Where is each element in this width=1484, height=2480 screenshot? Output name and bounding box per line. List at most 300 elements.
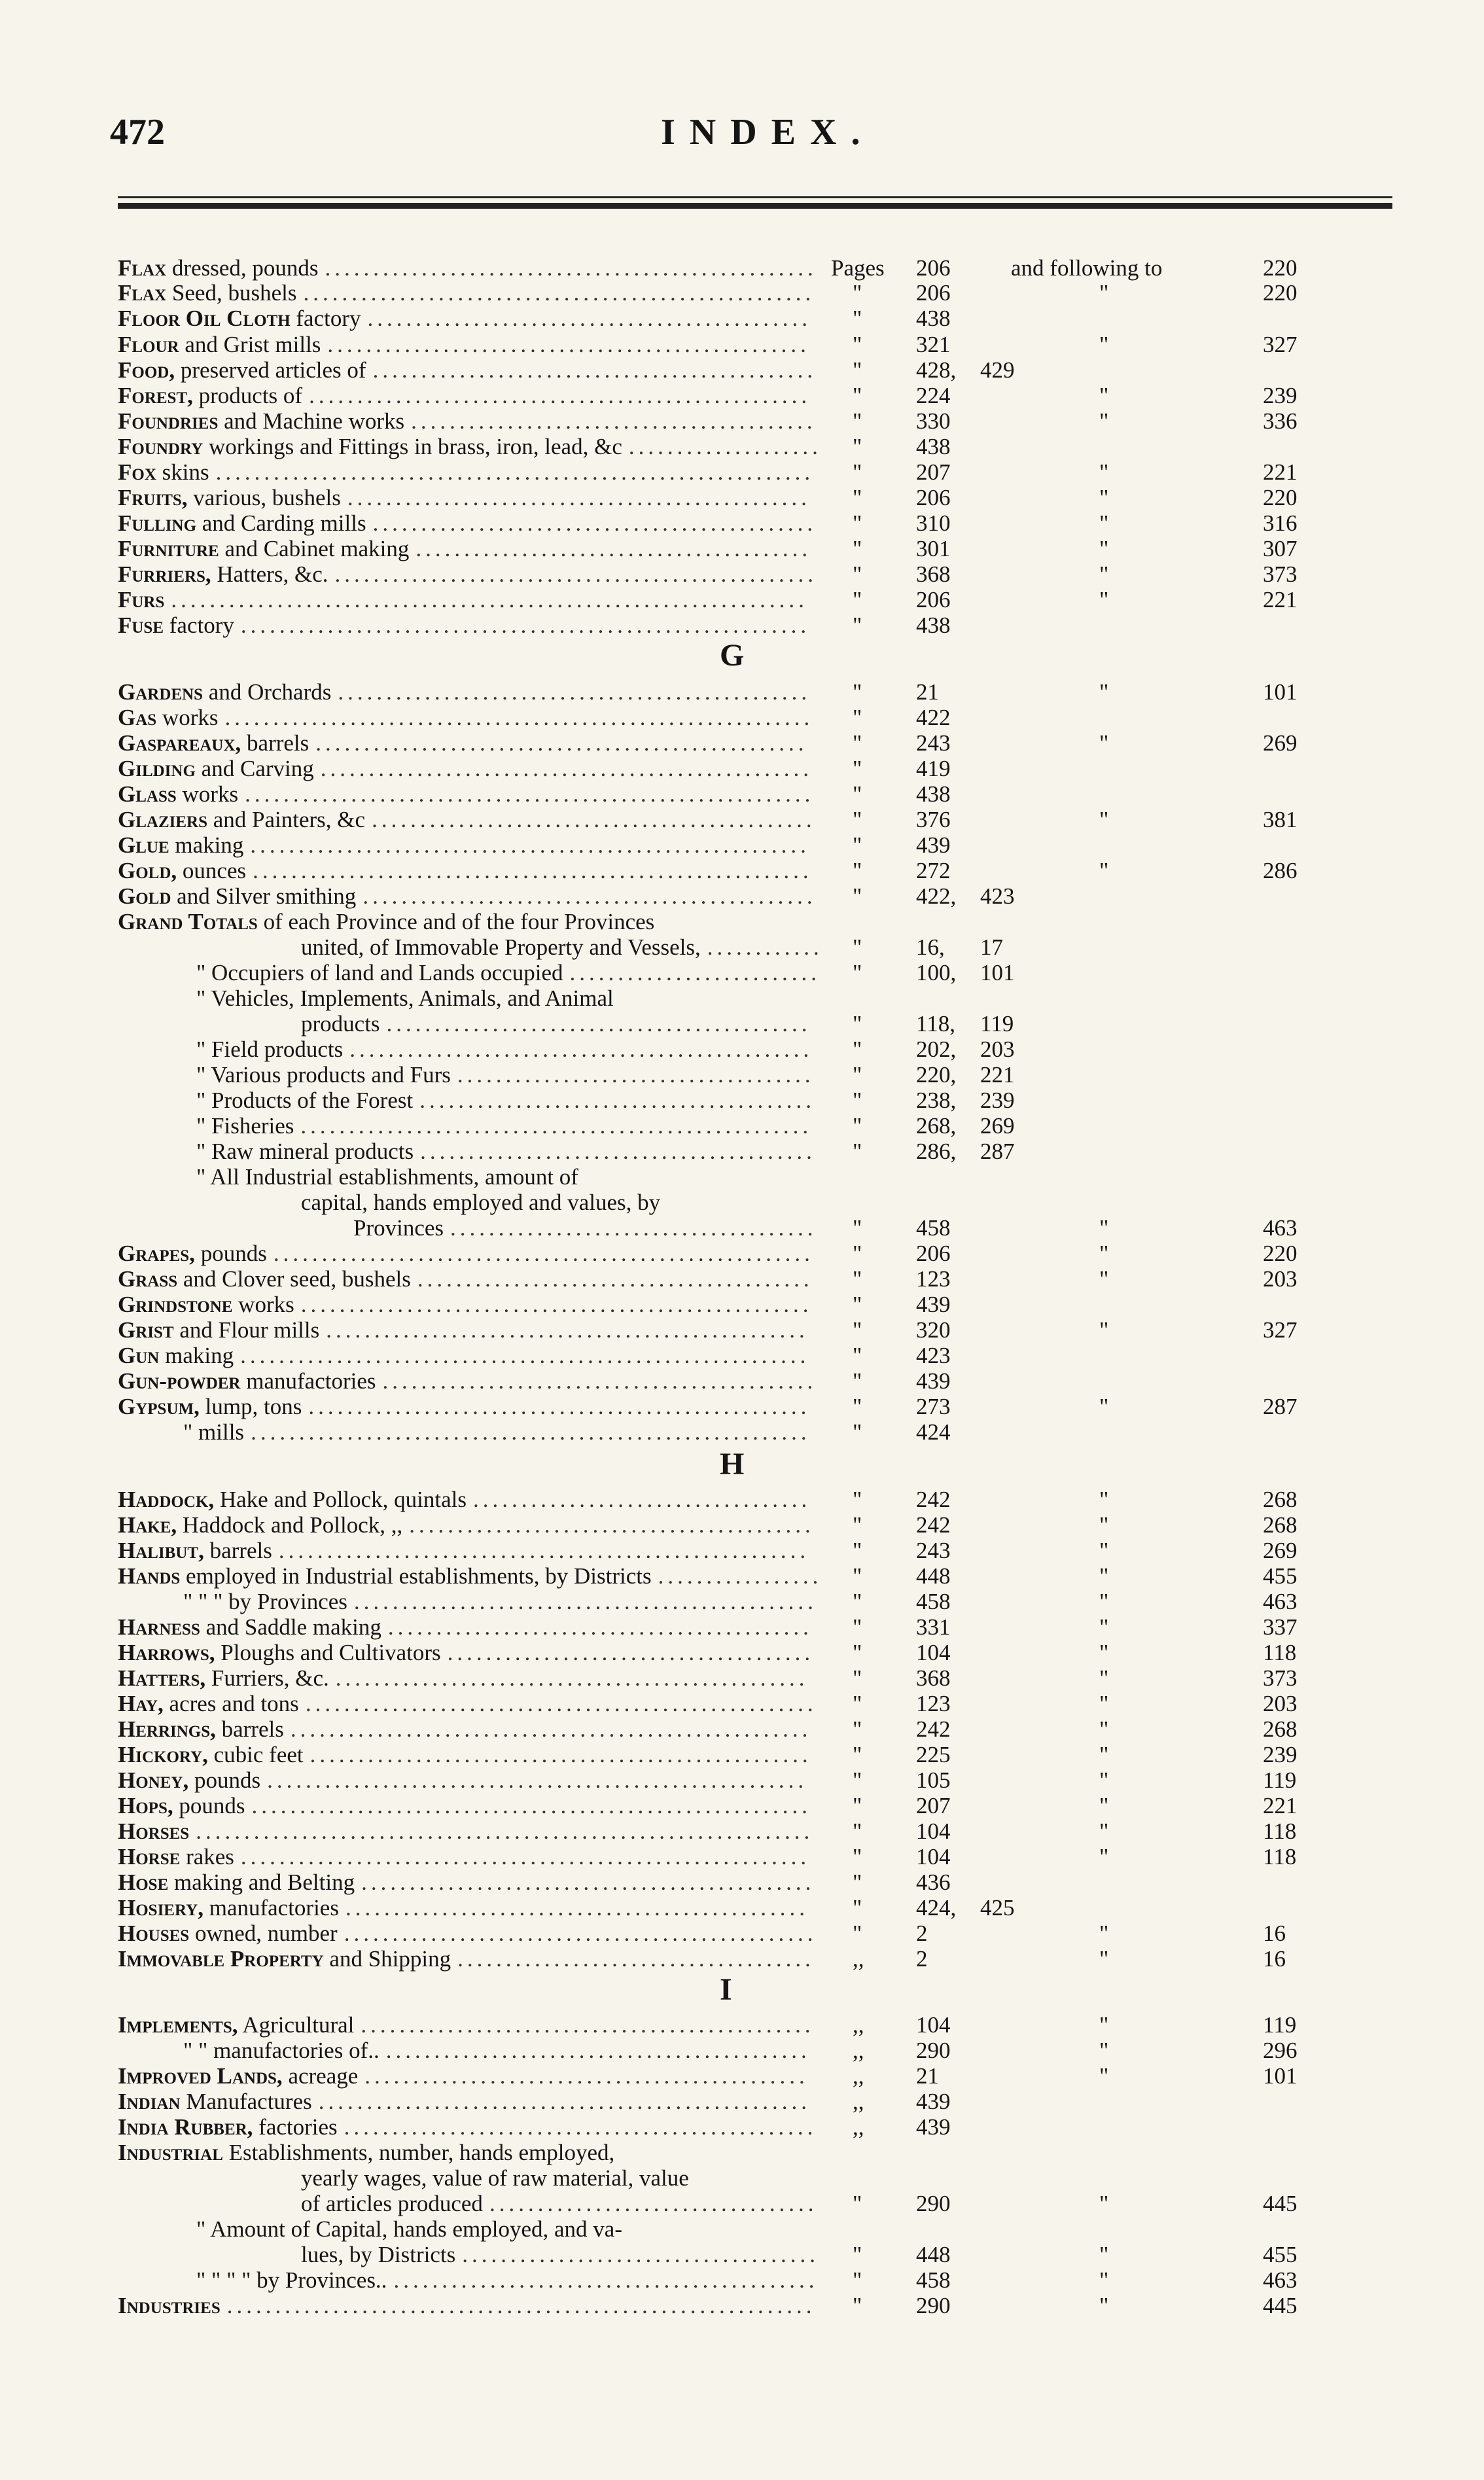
page-ref: 436 <box>916 1869 951 1895</box>
index-entry <box>0 832 1484 859</box>
index-entry <box>0 858 1484 884</box>
entry-text <box>183 1419 244 1445</box>
page-ref-second: 221 <box>980 1062 1015 1088</box>
following-marker: " <box>1099 1742 1109 1767</box>
entry-title: Hosiery, <box>118 1895 203 1921</box>
entry-text <box>301 1190 660 1216</box>
pages-marker: " <box>853 679 862 705</box>
index-entry <box>0 807 1484 833</box>
leader-dots: .......................................................... <box>250 832 810 858</box>
pages-marker: " <box>853 306 862 331</box>
entry-title: Gas <box>118 705 157 730</box>
pages-marker: " <box>853 807 862 832</box>
leader-dots: .............................................. <box>367 306 812 331</box>
index-entry <box>0 1716 1484 1743</box>
entry-subject: and Carving <box>201 756 314 781</box>
page-ref: 448 <box>916 2242 951 2267</box>
entry-subject: united, of Immovable Property and Vessels, <box>301 934 701 960</box>
entry-subject: barrels <box>209 1538 272 1563</box>
entry-text <box>118 510 366 537</box>
following-marker: " <box>1099 1818 1109 1844</box>
entry-title: Furniture <box>118 536 219 561</box>
index-entry <box>0 679 1484 705</box>
section-letter: I <box>720 1972 732 2007</box>
page-ref: 286, <box>916 1139 957 1164</box>
index-entry <box>0 934 1484 961</box>
leader-dots: ............................................ <box>385 2038 811 2063</box>
pages-marker: " <box>853 1368 862 1394</box>
entry-title: Glue <box>118 832 169 858</box>
leader-dots: ............................................ <box>386 1011 811 1036</box>
page-ref: 104 <box>916 1844 951 1869</box>
page-ref: 118, <box>916 1011 955 1036</box>
index-entry <box>0 1164 1484 1190</box>
page-ref: 439 <box>916 2089 951 2114</box>
entry-text <box>118 1844 234 1870</box>
leader-dots: ................................................ <box>347 485 811 510</box>
pages-marker: " <box>853 1895 862 1921</box>
entry-title: Grapes, <box>118 1241 195 1266</box>
leader-dots: .................................................. <box>326 1317 809 1343</box>
entry-subject: cubic feet <box>213 1742 304 1767</box>
page-end: 307 <box>1263 536 1298 561</box>
page-end: 220 <box>1263 1241 1298 1266</box>
leader-dots: ...................................... <box>450 1215 817 1241</box>
page-ref: 368 <box>916 561 951 587</box>
leader-dots: ............ <box>707 934 823 960</box>
pages-marker: " <box>853 1011 862 1036</box>
page-end: 269 <box>1263 730 1298 756</box>
entry-text <box>196 2216 622 2242</box>
entry-text <box>118 612 234 639</box>
entry-subject: " Fisheries <box>196 1113 294 1139</box>
page-ref: 321 <box>916 332 951 357</box>
page-end: 118 <box>1263 1844 1297 1869</box>
entry-subject: and Flour mills <box>179 1317 320 1343</box>
leader-dots: ................. <box>658 1563 822 1589</box>
entry-title: Halibut, <box>118 1538 204 1563</box>
page-end: 373 <box>1263 561 1298 587</box>
leader-dots: .......................... <box>569 960 821 985</box>
index-entry <box>0 1215 1484 1241</box>
leader-dots: ...................................... <box>447 1640 815 1665</box>
entry-subject: Provinces <box>353 1215 444 1241</box>
entry-text <box>118 2140 614 2166</box>
pages-marker: " <box>853 510 862 536</box>
leader-dots: ........................................................... <box>240 612 811 638</box>
entry-text <box>118 1241 267 1267</box>
page-ref: 438 <box>916 612 951 638</box>
page-end: 445 <box>1263 2293 1298 2318</box>
following-marker: " <box>1099 485 1109 510</box>
page-ref: 438 <box>916 434 951 459</box>
index-entry <box>0 985 1484 1012</box>
entry-title: Furs <box>118 587 165 612</box>
index-entry <box>0 1241 1484 1267</box>
leader-dots: ........................................................... <box>240 1844 811 1869</box>
page-ref: 273 <box>916 1394 951 1419</box>
leader-dots: .......................................... <box>409 1512 815 1538</box>
entry-subject: " Occupiers of land and Lands occupied <box>196 960 563 985</box>
entry-text <box>118 1487 467 1513</box>
leader-dots: ............................................ <box>393 2267 819 2293</box>
pages-marker: " <box>853 280 862 306</box>
entry-text <box>118 1563 652 1589</box>
index-entry <box>0 1394 1484 1420</box>
entry-title: Fuse <box>118 612 164 638</box>
index-entry <box>0 357 1484 383</box>
entry-text <box>301 1011 380 1037</box>
index-entry <box>0 781 1484 807</box>
index-entry <box>0 434 1484 460</box>
pages-marker: " <box>853 1589 862 1614</box>
entry-text <box>118 730 309 756</box>
pages-marker: " <box>853 1921 862 1946</box>
page-end: 268 <box>1263 1487 1298 1512</box>
entry-text <box>183 2038 380 2064</box>
page-end: 373 <box>1263 1665 1298 1691</box>
entry-text <box>118 679 331 705</box>
entry-title: Hatters, <box>118 1665 206 1691</box>
entry-subject: Furriers, &c. <box>211 1665 329 1691</box>
following-marker: " <box>1099 383 1109 408</box>
entry-text <box>118 357 366 383</box>
page-end: 16 <box>1263 1921 1286 1946</box>
page-end: 118 <box>1263 1818 1297 1844</box>
following-marker: " <box>1099 1589 1109 1614</box>
leader-dots: ............................................ <box>387 1614 813 1640</box>
entry-subject: ounces <box>182 858 247 883</box>
entry-text <box>118 2114 338 2140</box>
page-ref: 422, <box>916 883 957 909</box>
index-entry <box>0 280 1484 306</box>
leader-dots: ......................................... <box>415 536 812 561</box>
leader-dots: ............................................... <box>361 1869 815 1895</box>
entry-title: Grass <box>118 1266 178 1292</box>
page-ref: 123 <box>916 1691 951 1716</box>
pages-marker: ,, <box>853 1946 864 1972</box>
page-ref: 243 <box>916 1538 951 1563</box>
entry-text <box>196 1062 451 1088</box>
index-entry <box>0 2114 1484 2140</box>
entry-title: Harness <box>118 1614 200 1640</box>
leader-dots: .............................................. <box>372 357 817 383</box>
page-ref-second: 239 <box>980 1088 1015 1113</box>
index-entry <box>0 332 1484 358</box>
entry-title: Hickory, <box>118 1742 208 1767</box>
entry-subject: capital, hands employed and values, by <box>301 1190 661 1215</box>
index-entry <box>0 1368 1484 1394</box>
entry-subject: Manufactures <box>186 2089 312 2114</box>
leader-dots: ..................................................... <box>303 280 815 306</box>
index-entry <box>0 909 1484 935</box>
page-ref: 458 <box>916 2267 951 2293</box>
index-entry <box>0 2267 1484 2294</box>
index-entry <box>0 1742 1484 1768</box>
following-marker: " <box>1099 2012 1109 2038</box>
entry-subject: Hatters, &c. <box>217 561 328 587</box>
following-marker: " <box>1099 2191 1109 2216</box>
entry-text <box>118 807 365 833</box>
pages-marker: " <box>853 536 862 561</box>
page-ref: 439 <box>916 832 951 858</box>
following-marker: " <box>1099 1640 1109 1665</box>
pages-marker: " <box>853 1113 862 1139</box>
entry-text <box>118 1614 381 1640</box>
entry-text <box>118 1368 376 1394</box>
entry-text <box>196 1036 343 1063</box>
pages-marker: ,, <box>853 2089 864 2114</box>
entry-title: Foundry <box>118 434 203 459</box>
following-marker: " <box>1099 459 1109 485</box>
entry-text <box>118 883 356 910</box>
section-letter: G <box>720 638 745 673</box>
index-entry <box>0 306 1484 332</box>
index-entry <box>0 1946 1484 1972</box>
following-marker: " <box>1099 807 1109 832</box>
page-ref: 238, <box>916 1088 957 1113</box>
leader-dots: .......................................................... <box>253 858 813 883</box>
index-entry <box>0 1487 1484 1513</box>
entry-subject: employed in Industrial establishments, by Districts <box>186 1563 652 1589</box>
entry-subject: factories <box>258 2114 338 2140</box>
running-title: INDEX. <box>661 112 875 152</box>
page-end: 268 <box>1263 1716 1298 1742</box>
entry-title: Forest, <box>118 383 193 408</box>
entry-subject: factory <box>169 612 234 638</box>
entry-text <box>196 960 563 986</box>
page-end: 463 <box>1263 1215 1298 1241</box>
entry-title: Flour <box>118 332 179 357</box>
pages-marker: " <box>853 1742 862 1767</box>
page-ref: 320 <box>916 1317 951 1343</box>
entry-title: Fox <box>118 459 156 485</box>
entry-subject: making and Belting <box>174 1869 355 1895</box>
index-entry <box>0 485 1484 511</box>
entry-title: Immovable Property <box>118 1946 324 1972</box>
entry-text <box>118 1716 284 1743</box>
entry-text <box>118 1793 245 1819</box>
index-entry <box>0 1036 1484 1063</box>
page-end: 221 <box>1263 1793 1298 1818</box>
pages-marker: " <box>853 1062 862 1088</box>
entry-text <box>183 1589 347 1615</box>
page-ref: 439 <box>916 2114 951 2140</box>
entry-text <box>118 1869 355 1896</box>
following-marker: " <box>1099 1215 1109 1241</box>
entry-text <box>118 1266 411 1292</box>
page-ref: 310 <box>916 510 951 536</box>
page-ref-second: 429 <box>980 357 1015 383</box>
index-entry <box>0 2216 1484 2242</box>
pages-marker: " <box>853 1512 862 1538</box>
entry-subject: " Raw mineral products <box>196 1139 414 1164</box>
index-entry <box>0 1011 1484 1037</box>
pages-marker: " <box>853 1563 862 1589</box>
page-ref: 331 <box>916 1614 951 1640</box>
page-ref: 419 <box>916 756 951 781</box>
leader-dots: ................................................ <box>345 1895 809 1921</box>
index-entry <box>0 1343 1484 1369</box>
entry-text <box>118 561 328 588</box>
page-end: 268 <box>1263 1512 1298 1538</box>
following-marker: " <box>1099 2293 1109 2318</box>
pages-marker: Pages <box>831 255 885 281</box>
entry-text <box>118 1895 339 1921</box>
entry-title: Improved Lands, <box>118 2063 283 2089</box>
entry-title: Food, <box>118 357 175 383</box>
index-entry <box>0 1317 1484 1343</box>
page-ref: 290 <box>916 2038 951 2063</box>
following-marker: " <box>1099 1487 1109 1512</box>
entry-text <box>118 255 319 281</box>
leader-dots: ................................................... <box>320 756 813 781</box>
pages-marker: " <box>853 587 862 612</box>
index-entry <box>0 2012 1484 2038</box>
entry-text <box>301 2242 455 2268</box>
entry-subject: various, bushels <box>193 485 341 510</box>
entry-subject: lump, tons <box>205 1394 302 1419</box>
entry-subject: products of <box>198 383 303 408</box>
page-end: 16 <box>1263 1946 1286 1972</box>
entry-subject: of articles produced <box>301 2191 483 2216</box>
entry-text <box>118 485 341 511</box>
following-marker: " <box>1099 1691 1109 1716</box>
page-end: 269 <box>1263 1538 1298 1563</box>
page-ref: 104 <box>916 1818 951 1844</box>
entry-title: Grindstone <box>118 1292 233 1317</box>
leader-dots: ................................................. <box>338 679 811 705</box>
entry-text <box>118 408 404 434</box>
entry-title: Fruits, <box>118 485 188 510</box>
entry-subject: and Shipping <box>329 1946 451 1972</box>
entry-text <box>118 306 361 332</box>
page-end: 221 <box>1263 459 1298 485</box>
leader-dots: ................................................... <box>318 2089 811 2114</box>
page-end: 327 <box>1263 332 1298 357</box>
entry-subject: rakes <box>186 1844 234 1869</box>
entry-subject: " Various products and Furs <box>196 1062 451 1088</box>
page-ref: 428, <box>916 357 957 383</box>
entry-title: Gun-powder <box>118 1368 241 1394</box>
leader-dots: ............................................... <box>361 2012 815 2038</box>
page-ref-second: 425 <box>980 1895 1015 1921</box>
index-entry <box>0 561 1484 588</box>
entry-text <box>118 332 321 358</box>
entry-subject: " Vehicles, Implements, Animals, and Animal <box>196 985 614 1011</box>
following-marker: " <box>1099 858 1109 883</box>
entry-subject: of each Province and of the four Provinces <box>263 909 655 934</box>
entry-title: Gardens <box>118 679 203 705</box>
index-entry <box>0 883 1484 910</box>
page-ref: 220, <box>916 1062 957 1088</box>
following-marker: " <box>1099 536 1109 561</box>
entry-subject: lues, by Districts <box>301 2242 456 2267</box>
leader-dots: .................... <box>628 434 822 459</box>
entry-title: Harrows, <box>118 1640 215 1665</box>
entry-title: Gun <box>118 1343 160 1368</box>
leader-dots: .............................................. <box>372 510 817 536</box>
page-end: 239 <box>1263 1742 1298 1767</box>
page-ref: 206 <box>916 587 951 612</box>
pages-marker: " <box>853 1869 862 1895</box>
following-marker: and following to <box>1011 255 1163 281</box>
pages-marker: " <box>853 1343 862 1368</box>
page-end: 381 <box>1263 807 1298 832</box>
index-entry <box>0 2191 1484 2217</box>
pages-marker: ,, <box>853 2114 864 2140</box>
following-marker: " <box>1099 1563 1109 1589</box>
page-end: 220 <box>1263 255 1298 281</box>
entry-subject: and Saddle making <box>205 1614 381 1640</box>
entry-subject: Establishments, number, hands employed, <box>228 2140 615 2165</box>
page-ref: 376 <box>916 807 951 832</box>
entry-subject: yearly wages, value of raw material, value <box>301 2165 689 2191</box>
entry-title: Industries <box>118 2293 221 2318</box>
entry-subject: acreage <box>288 2063 359 2089</box>
page-ref: 424, <box>916 1895 957 1921</box>
index-entry <box>0 1266 1484 1292</box>
pages-marker: " <box>853 2242 862 2267</box>
page-ref: 422 <box>916 705 951 730</box>
following-marker: " <box>1099 2038 1109 2063</box>
page-number: 472 <box>110 112 165 152</box>
leader-dots: ......................................... <box>420 1139 816 1164</box>
entry-text <box>118 1921 338 1947</box>
following-marker: " <box>1099 1538 1109 1563</box>
entry-text <box>353 1215 444 1241</box>
page-ref: 2 <box>916 1946 928 1972</box>
entry-text <box>196 1139 414 1165</box>
entry-title: Foundries <box>118 408 219 434</box>
following-marker: " <box>1099 1793 1109 1818</box>
leader-dots: ................................................. <box>344 2114 817 2140</box>
pages-marker: " <box>853 756 862 781</box>
index-entry <box>0 2293 1484 2319</box>
page-ref-second: 119 <box>980 1011 1014 1036</box>
pages-marker: " <box>853 1419 862 1445</box>
entry-subject: making <box>165 1343 234 1368</box>
index-entry <box>0 1665 1484 1692</box>
entry-subject: " Field products <box>196 1036 344 1062</box>
entry-text <box>118 1538 272 1564</box>
pages-marker: " <box>853 2293 862 2318</box>
following-marker: " <box>1099 1844 1109 1869</box>
page-end: 119 <box>1263 2012 1297 2038</box>
entry-title: Furriers, <box>118 561 211 587</box>
entry-subject: pounds <box>194 1767 261 1793</box>
leader-dots: .............................................. <box>364 2063 809 2089</box>
following-marker: " <box>1099 280 1109 306</box>
page-ref-second: 423 <box>980 883 1015 909</box>
entry-title: Grand Totals <box>118 909 258 934</box>
pages-marker: " <box>853 1665 862 1691</box>
following-marker: " <box>1099 1266 1109 1292</box>
page-ref-second: 101 <box>980 960 1015 985</box>
entry-subject: acres and tons <box>169 1691 299 1716</box>
entry-title: Gilding <box>118 756 196 781</box>
page-ref: 268, <box>916 1113 957 1139</box>
pages-marker: " <box>853 1538 862 1563</box>
index-entry <box>0 536 1484 562</box>
entry-text <box>196 985 614 1012</box>
entry-title: Horses <box>118 1818 190 1844</box>
pages-marker: " <box>853 730 862 756</box>
entry-subject: and Painters, &c <box>213 807 366 832</box>
following-marker: " <box>1099 1716 1109 1742</box>
page-end: 118 <box>1263 1640 1297 1665</box>
entry-subject: pounds <box>179 1793 245 1818</box>
